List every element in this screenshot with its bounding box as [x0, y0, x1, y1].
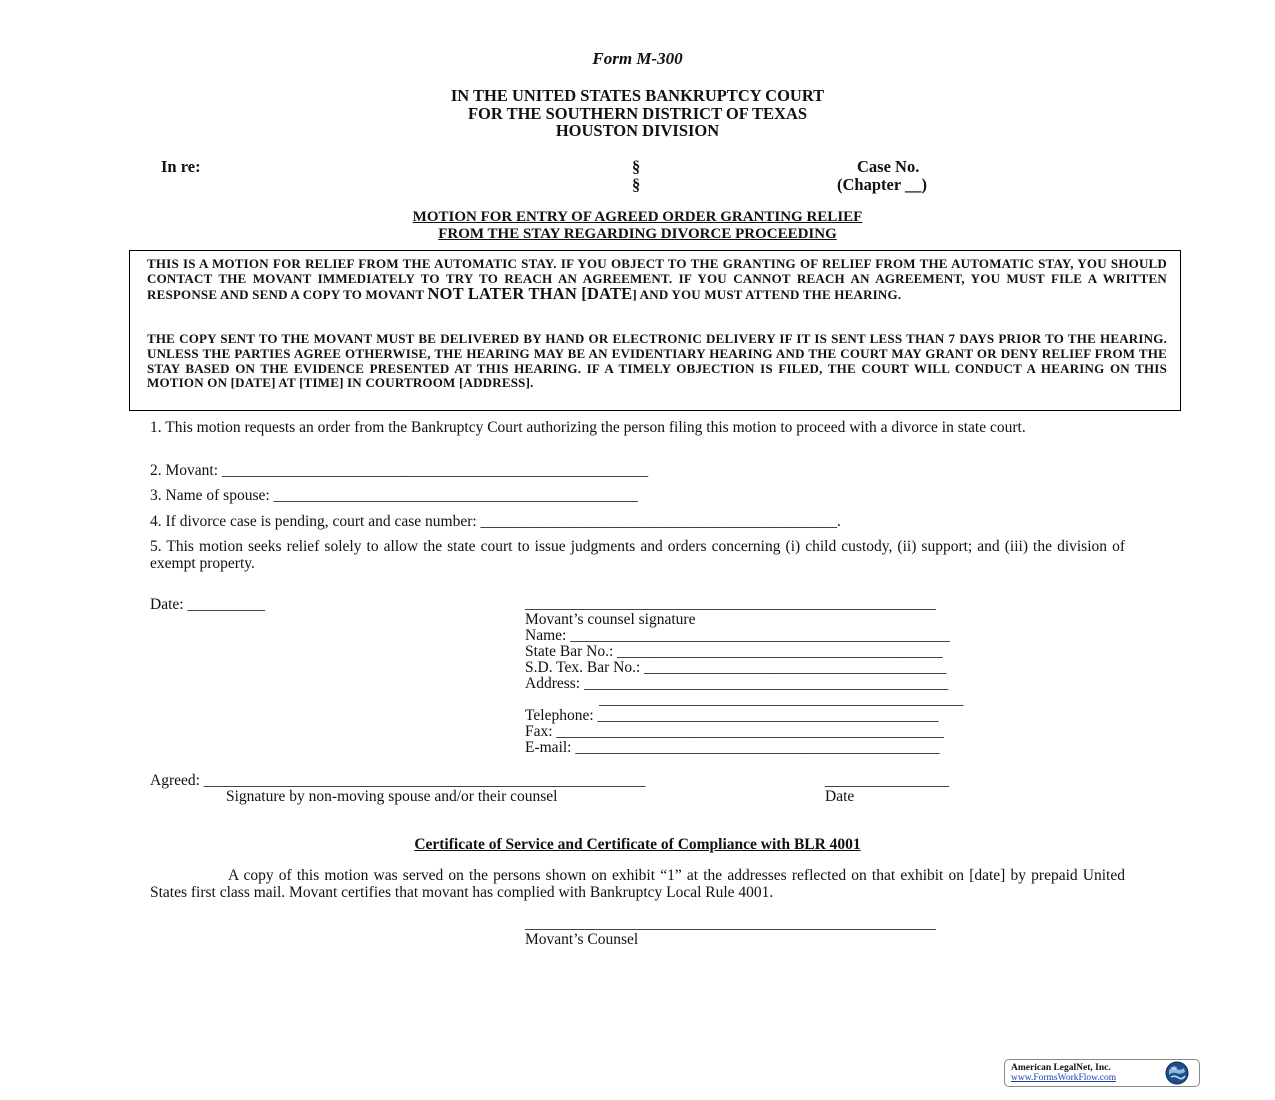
case-number-label: Case No.: [857, 157, 920, 176]
court-heading: [0, 87, 1275, 140]
court-line-3: HOUSTON DIVISION: [555, 121, 720, 140]
item-5: 5. This motion seeks relief solely to allow the state court to issue judgments and orders concerning (i) child custody, (ii) support; and (iii) the division of exempt property.: [150, 538, 1125, 572]
footer-url-link[interactable]: www.FormsWorkFlow.com: [1011, 1073, 1117, 1083]
court-line-2: FOR THE SOUTHERN DISTRICT OF TEXAS: [467, 103, 808, 123]
counsel-signature-line: _____________________________________________________: [525, 595, 936, 612]
item-2-movant: 2. Movant: _______________________________________________________: [150, 462, 649, 479]
item-3-spouse: 3. Name of spouse: _______________________________________________: [150, 487, 638, 504]
motion-title-line-1: MOTION FOR ENTRY OF AGREED ORDER GRANTING RELIEF: [412, 209, 863, 225]
agreed-date-label: Date: [825, 788, 855, 805]
notice-paragraph-1: [147, 257, 1167, 302]
email-field: E-mail: _______________________________________________: [525, 739, 940, 756]
footer-company: American LegalNet, Inc.: [1011, 1063, 1111, 1073]
address-field-line-2: _______________________________________________: [599, 691, 964, 708]
chapter-label: (Chapter __): [837, 175, 927, 194]
notice-p1-emphasis: NOT LATER THAN [DATE: [427, 283, 633, 303]
sd-tex-bar-field: S.D. Tex. Bar No.: _______________________________________: [525, 659, 947, 676]
telephone-field: Telephone: ____________________________________________: [525, 707, 939, 724]
motion-title: [0, 209, 1275, 242]
date-line: Date: __________: [150, 596, 265, 613]
court-line-1: IN THE UNITED STATES BANKRUPTCY COURT: [450, 86, 825, 105]
item-1: 1. This motion requests an order from the Bankruptcy Court authorizing the person filing this motion to proceed with a divorce in state court.: [150, 419, 1026, 436]
counsel-signature-label: Movant’s counsel signature: [525, 611, 696, 628]
counsel-name-field: Name: _________________________________________________: [525, 627, 950, 644]
form-id: Form M-300: [592, 49, 683, 68]
in-re-label: In re:: [161, 157, 201, 176]
globe-icon: [1165, 1061, 1189, 1085]
footer-logo-box: [1004, 1059, 1200, 1087]
agreed-line: Agreed: _________________________________________________________: [150, 772, 646, 789]
counsel-signature-block: [525, 596, 963, 756]
notice-box: [129, 250, 1181, 411]
notice-p1-main: THIS IS A MOTION FOR RELIEF FROM THE AUTOMATIC STAY. IF YOU OBJECT TO THE GRANTING OF RELIEF FROM THE AUTOMATIC STAY, YOU SHOULD CONTACT THE MOVANT IMMEDIATELY TO TRY TO REACH AN AGREEMENT. IF YOU CANNOT REACH AN AGREEMENT, YOU MUST FILE A WRITTEN RESPONSE AND SEND A COPY TO MOVANT: [147, 256, 1167, 302]
certificate-title: Certificate of Service and Certificate of Compliance with BLR 4001: [414, 836, 861, 853]
fax-field: Fax: __________________________________________________: [525, 723, 944, 740]
section-mark-2: §: [632, 175, 641, 194]
item-4-case-number: 4. If divorce case is pending, court and case number: ______________________________________________.: [150, 513, 841, 530]
section-mark-1: §: [632, 157, 641, 176]
certificate-signature-block: [525, 916, 936, 948]
notice-paragraph-2: THE COPY SENT TO THE MOVANT MUST BE DELIVERED BY HAND OR ELECTRONIC DELIVERY IF IT IS SENT LESS THAN 7 DAYS PRIOR TO THE HEARING. UNLESS THE PARTIES AGREE OTHERWISE, THE HEARING MAY BE AN EVIDENTIARY HEARING AND THE COURT MAY GRANT OR DENY RELIEF FROM THE STAY BASED ON THE EVIDENCE PRESENTED AT THIS HEARING. IF A TIMELY OBJECTION IS FILED, THE COURT WILL CONDUCT A HEARING ON THIS MOTION ON [DATE] AT [TIME] IN COURTROOM [ADDRESS].: [147, 331, 1167, 391]
certificate-signature-label: Movant’s Counsel: [525, 931, 639, 948]
agreed-signature-label: Signature by non-moving spouse and/or their counsel: [226, 788, 558, 805]
address-field: Address: _______________________________________________: [525, 675, 949, 692]
notice-p1-end: ] AND YOU MUST ATTEND THE HEARING.: [632, 286, 902, 302]
certificate-body: A copy of this motion was served on the persons shown on exhibit “1” at the addresses reflected on that exhibit on [date] by prepaid United States first class mail. Movant certifies that movant has complied with Bankruptcy Local Rule 4001.: [150, 867, 1125, 901]
certificate-signature-line: _____________________________________________________: [525, 915, 936, 932]
state-bar-field: State Bar No.: __________________________________________: [525, 643, 943, 660]
agreed-date-line: ________________: [825, 772, 949, 789]
motion-title-line-2: FROM THE STAY REGARDING DIVORCE PROCEEDING: [438, 225, 837, 242]
